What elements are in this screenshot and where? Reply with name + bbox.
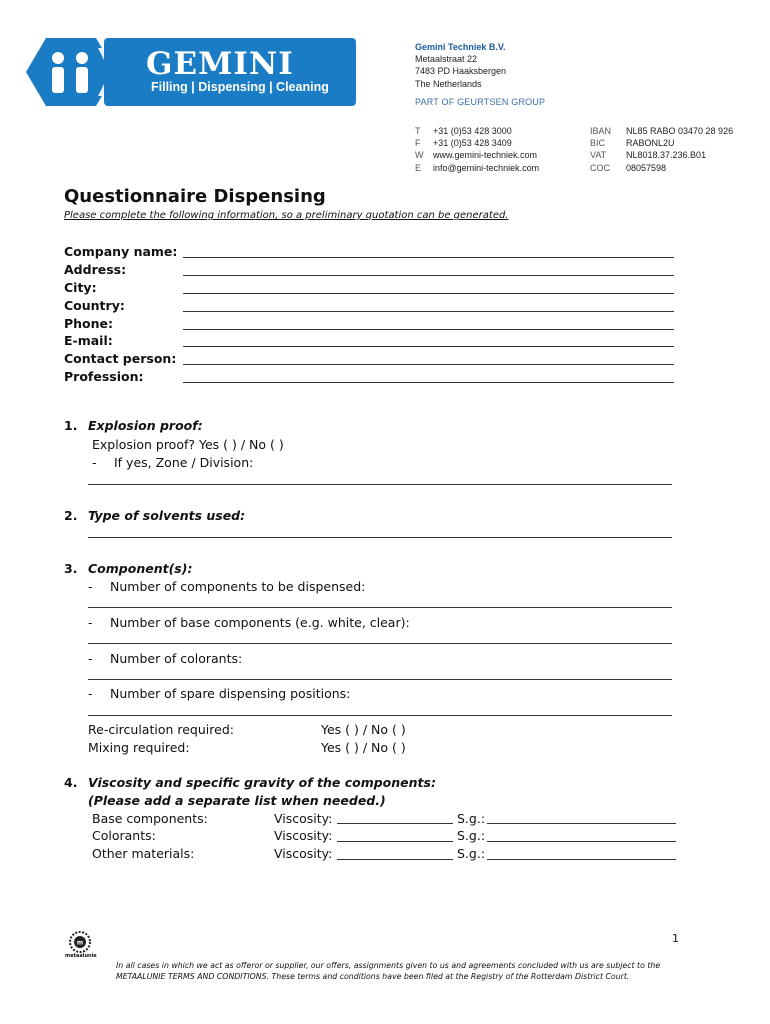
- sg-label: S.g.:: [457, 828, 486, 843]
- bank-row: BIC RABONL2U: [590, 138, 675, 149]
- section-viscosity: 4. Viscosity and specific gravity of the components:: [64, 775, 436, 790]
- contact-row: W www.gemini-techniek.com: [415, 150, 538, 161]
- zone-division-label: If yes, Zone / Division:: [114, 455, 254, 470]
- bank-row: VAT NL8018.37.236.B01: [590, 150, 707, 161]
- company-name-input-line[interactable]: [183, 257, 674, 258]
- profession-input-line[interactable]: [183, 382, 674, 383]
- sg-label: S.g.:: [457, 811, 486, 826]
- company-postal: 7483 PD Haaksbergen: [415, 66, 507, 77]
- components-dispensed-label: Number of components to be dispensed:: [110, 579, 366, 594]
- viscosity-label: Viscosity:: [274, 811, 333, 826]
- footer-line: In all cases in which we act as offeror or supplier, our offers, assignments given to us and agreements concluded with us are subject to the: [116, 961, 661, 970]
- field-label: Phone:: [64, 316, 114, 331]
- page-number: 1: [672, 932, 679, 945]
- base-viscosity-input-line[interactable]: [337, 823, 453, 824]
- bank-details: [590, 125, 733, 174]
- company-address-block: [415, 41, 545, 108]
- gemini-twins-icon: [26, 38, 116, 106]
- colorants-input-line[interactable]: [88, 679, 672, 680]
- bank-row: IBAN NL85 RABO 03470 28 926: [590, 126, 734, 136]
- field-contact-person: [64, 351, 674, 369]
- viscosity-label: Viscosity:: [274, 828, 333, 843]
- sg-label: S.g.:: [457, 846, 486, 861]
- field-label: Address:: [64, 262, 127, 277]
- field-address: [64, 262, 674, 280]
- section-explosion-proof: 1. Explosion proof:: [64, 418, 203, 433]
- dash: -: [88, 651, 93, 666]
- zone-division-input-line[interactable]: [88, 484, 672, 485]
- section-solvents: 2. Type of solvents used:: [64, 508, 246, 523]
- spare-positions-input-line[interactable]: [88, 715, 672, 716]
- viscosity-label: Viscosity:: [274, 846, 333, 861]
- contact-row: T +31 (0)53 428 3000: [415, 126, 512, 136]
- recirculation-label: Re-circulation required:: [88, 722, 234, 737]
- field-phone: [64, 316, 674, 334]
- field-city: [64, 280, 674, 298]
- section-components: 3. Component(s):: [64, 561, 193, 576]
- other-viscosity-input-line[interactable]: [337, 859, 453, 860]
- colorants-row-label: Colorants:: [92, 828, 156, 843]
- field-label: City:: [64, 280, 97, 295]
- solvents-input-line[interactable]: [88, 537, 672, 538]
- field-country: [64, 298, 674, 316]
- company-name: Gemini Techniek B.V.: [415, 42, 506, 52]
- contact-row: E info@gemini-techniek.com: [415, 162, 540, 173]
- metaalunie-seal-icon: [64, 930, 98, 960]
- colorants-viscosity-input-line[interactable]: [337, 841, 453, 842]
- other-sg-input-line[interactable]: [487, 859, 676, 860]
- base-components-input-line[interactable]: [88, 643, 672, 644]
- logo-name: GEMINI: [146, 46, 294, 82]
- contact-details: [415, 125, 539, 174]
- field-label: Company name:: [64, 244, 178, 259]
- contact-person-input-line[interactable]: [183, 364, 674, 365]
- dash: -: [88, 686, 93, 701]
- field-email: [64, 333, 674, 351]
- explosion-proof-question[interactable]: Explosion proof? Yes ( ) / No ( ): [92, 437, 284, 452]
- gemini-logo: [26, 38, 356, 106]
- colorants-label: Number of colorants:: [110, 651, 243, 666]
- field-company-name: [64, 244, 674, 262]
- contact-row: F +31 (0)53 428 3409: [415, 138, 512, 149]
- dash: -: [92, 455, 97, 470]
- mixing-options[interactable]: Yes ( ) / No ( ): [321, 740, 406, 755]
- page-title: Questionnaire Dispensing: [64, 186, 326, 207]
- phone-input-line[interactable]: [183, 329, 674, 330]
- company-street: Metaalstraat 22: [415, 54, 478, 65]
- footer-terms: [116, 960, 676, 982]
- field-label: E-mail:: [64, 333, 113, 348]
- email-input-line[interactable]: [183, 346, 674, 347]
- section-viscosity-note: (Please add a separate list when needed.): [88, 793, 386, 808]
- other-materials-row-label: Other materials:: [92, 846, 195, 861]
- spare-positions-label: Number of spare dispensing positions:: [110, 686, 351, 701]
- mixing-label: Mixing required:: [88, 740, 190, 755]
- address-input-line[interactable]: [183, 275, 674, 276]
- colorants-sg-input-line[interactable]: [487, 841, 676, 842]
- base-components-row-label: Base components:: [92, 811, 208, 826]
- recirculation-options[interactable]: Yes ( ) / No ( ): [321, 722, 406, 737]
- field-label: Profession:: [64, 369, 144, 384]
- components-dispensed-input-line[interactable]: [88, 607, 672, 608]
- country-input-line[interactable]: [183, 311, 674, 312]
- svg-text:m: m: [76, 939, 84, 947]
- company-group: PART OF GEURTSEN GROUP: [415, 96, 546, 107]
- seal-label: metaalunie: [65, 953, 97, 959]
- footer-line: METAALUNIE TERMS AND CONDITIONS. These terms and conditions have been filed at the Registry of the Rotterdam District Court.: [116, 972, 630, 981]
- field-profession: [64, 369, 674, 387]
- field-label: Country:: [64, 298, 125, 313]
- dash: -: [88, 615, 93, 630]
- dash: -: [88, 579, 93, 594]
- city-input-line[interactable]: [183, 293, 674, 294]
- company-country: The Netherlands: [415, 78, 482, 89]
- logo-tagline: Filling | Dispensing | Cleaning: [151, 80, 329, 94]
- field-label: Contact person:: [64, 351, 177, 366]
- bank-row: COC 08057598: [590, 162, 667, 173]
- page-subtitle: Please complete the following information, so a preliminary quotation can be generated.: [64, 210, 509, 221]
- base-sg-input-line[interactable]: [487, 823, 676, 824]
- base-components-label: Number of base components (e.g. white, clear):: [110, 615, 410, 630]
